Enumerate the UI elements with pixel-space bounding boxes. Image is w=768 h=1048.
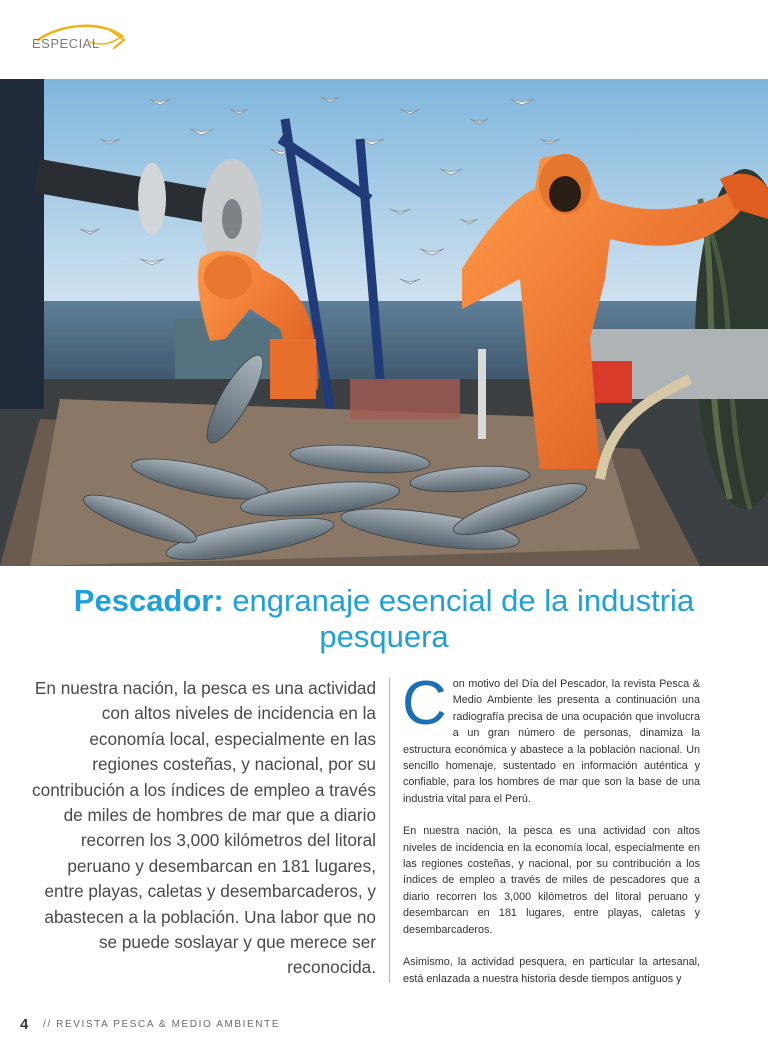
hero-photo — [0, 79, 768, 566]
article-title-bold: Pescador: — [73, 583, 224, 618]
body-paragraph-1-text: on motivo del Día del Pescador, la revista Pesca & Medio Ambiente les presenta a continuación una radiografía precisa de una ocupación que involucra a un gran número de personas, dinamiza la estructura económica y abastece a la población nacional. Un sencillo homenaje, sustentado en información auténtica y confiable, para los hombres de mar que son la base de una industria vital para el Perú. — [403, 678, 700, 805]
article-body — [402, 669, 700, 1003]
body-paragraph-3: Asimismo, la actividad pesquera, en particular la artesanal, está enlazada a nuestra historia desde tiempos antiguos y — [403, 956, 700, 985]
publication-name: // REVISTA PESCA & MEDIO AMBIENTE — [43, 1019, 281, 1030]
section-tag — [30, 22, 130, 56]
article-title-rest: engranaje esencial de la industria pesquera — [223, 583, 695, 654]
column-divider — [389, 678, 390, 983]
page-number: 4 — [20, 1016, 29, 1033]
dropcap: C — [402, 669, 447, 738]
body-paragraph-1 — [402, 669, 700, 807]
fishermen-sorting-catch-photo — [0, 79, 768, 566]
article-lead: En nuestra nación, la pesca es una actividad con altos niveles de incidencia en la economía local, especialmente en las regiones costeñas, y nacional, por su contribución a los índices de empleo a través de miles de hombres de mar que a diario recorren los 3,000 kilómetros del litoral peruano y desembarcan en 181 lugares, entre playas, caletas y desembarcaderos, y abastecen a la población. Una labor que no se puede soslayar y que merece ser reconocida. — [32, 678, 376, 978]
body-paragraph-2: En nuestra nación, la pesca es una actividad con altos niveles de incidencia en la economía local, especialmente en las regiones costeñas, y nacional, por su contribución a los índices de empleo a través de miles de pescadores que a diario recorren los 3,000 kilómetros del litoral peruano y desembarcan en 181 lugares, entre playas, caletas y desembarcaderos. — [403, 825, 700, 936]
article-title — [40, 583, 728, 655]
section-label: ESPECIAL — [32, 36, 100, 51]
